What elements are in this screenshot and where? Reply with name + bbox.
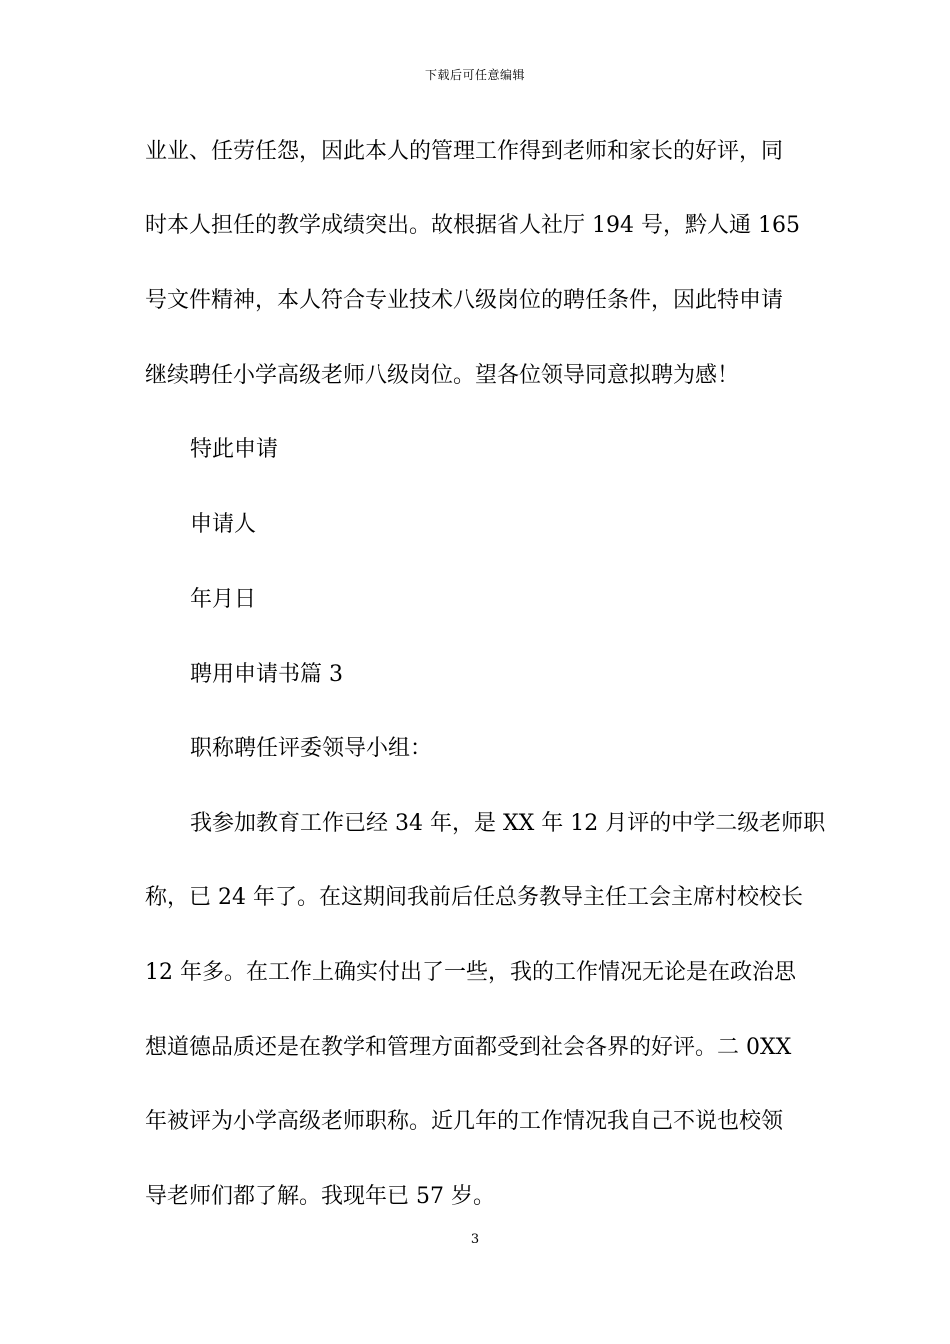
page-number: 3 [470, 1232, 480, 1247]
salutation: 职称聘任评委领导小组： [190, 736, 433, 761]
closing-phrase: 特此申请 [190, 437, 279, 462]
page-header: 下载后可任意编辑 [424, 68, 525, 82]
body-line: 想道德品质还是在教学和管理方面都受到社会各界的好评。二 0XX [145, 1035, 792, 1060]
body-line: 业业、任劳任怨，因此本人的管理工作得到老师和家长的好评，同 [145, 139, 784, 164]
body-line: 我参加教育工作已经 34 年，是 XX 年 12 月评的中学二级老师职 [190, 811, 826, 836]
body-line: 导老师们都了解。我现年已 57 岁。 [145, 1184, 495, 1209]
body-line: 号文件精神，本人符合专业技术八级岗位的聘任条件，因此特申请 [145, 288, 784, 313]
section-title: 聘用申请书篇 3 [190, 662, 343, 687]
body-line: 年被评为小学高级老师职称。近几年的工作情况我自己不说也校领 [145, 1109, 784, 1134]
body-line: 称，已 24 年了。在这期间我前后任总务教导主任工会主席村校校长 [145, 885, 803, 910]
body-line: 12 年多。在工作上确实付出了一些，我的工作情况无论是在政治思 [145, 960, 796, 985]
body-line: 继续聘任小学高级老师八级岗位。望各位领导同意拟聘为感！ [145, 363, 740, 388]
applicant-label: 申请人 [190, 512, 257, 537]
date-label: 年月日 [190, 587, 257, 612]
body-line: 时本人担任的教学成绩突出。故根据省人社厅 194 号，黔人通 165 [145, 213, 800, 238]
